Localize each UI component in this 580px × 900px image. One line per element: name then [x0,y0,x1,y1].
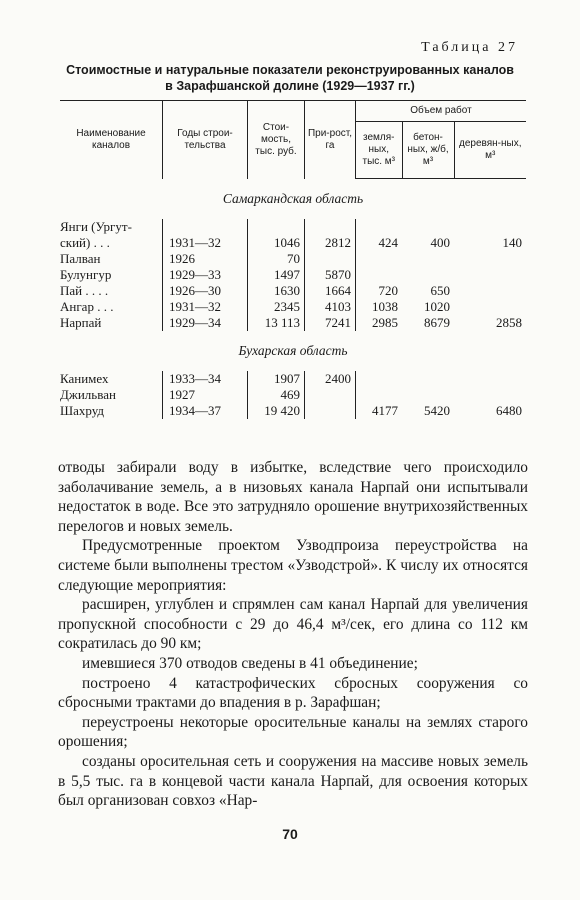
cell-earth: 2985 [372,315,398,330]
cell-concrete [402,219,454,235]
paragraph: отводы забирали воду в избытке, вследствие чего происходило заболачивание земель, а в низовьях канала Нарпай они испытывали недостаток в воде. Все это затрудняло орошение внутрихозяйственных перелогов и новых земель. [58,459,528,535]
cell-name: ский) . . . [60,235,110,250]
cell-years: 1926 [163,251,248,267]
cell-name: Джильван [60,387,116,402]
cell-name: Канимех [60,371,109,386]
cell-earth: 4177 [372,403,398,418]
cell-wood [454,387,526,403]
cell-gain: 4103 [305,299,356,315]
header-concrete: бетон-ных, ж/б, м³ [402,122,454,179]
table-row [60,235,526,251]
cell-gain [305,403,356,419]
table-row [60,251,526,267]
cell-name: Янги (Ургут- [60,219,132,234]
cell-earth: 1038 [372,299,398,314]
table-row [60,371,526,387]
cell-name: Ангар . . . [60,299,114,314]
cell-gain [305,251,356,267]
cell-earth [356,219,403,235]
table-body [60,179,526,420]
cell-cost [248,219,305,235]
region-row [60,331,526,371]
cell-concrete [402,267,454,283]
cell-years [163,219,248,235]
cell-gain [305,219,356,235]
paragraph: построено 4 катастрофических сбросных сооружения со сбросными трактами до впадения в р. Зарафшан; [58,674,528,712]
cell-years: 1933—34 [163,371,248,387]
cell-name: Шахруд [60,403,105,418]
header-volume: Объем работ [356,101,527,122]
cell-cost: 1497 [248,267,305,283]
cell-concrete: 5420 [424,403,450,418]
cell-wood: 6480 [496,403,522,418]
cell-concrete: 8679 [424,315,450,330]
cell-wood [454,283,526,299]
cell-wood: 140 [502,235,522,250]
cell-years: 1929—33 [163,267,248,283]
table-row [60,283,526,299]
cell-years: 1927 [163,387,248,403]
caption-line-1: Стоимостные и натуральные показатели реконструированных каналов [66,63,514,77]
cell-name: Нарпай [60,315,102,330]
table-row [60,299,526,315]
cell-cost: 469 [248,387,305,403]
cell-name: Палван [60,251,101,266]
cell-gain: 2812 [305,235,356,251]
cell-cost: 70 [248,251,305,267]
header-years: Годы строи-тельства [163,101,248,179]
header-name: Наименование каналов [60,101,163,179]
cell-cost: 1046 [248,235,305,251]
page-number: 70 [282,826,298,842]
caption-line-2: в Зарафшанской долине (1929—1937 гг.) [165,79,415,93]
cell-gain: 7241 [305,315,356,331]
cell-gain: 2400 [305,371,356,387]
cell-earth: 424 [378,235,398,250]
paragraph: расширен, углублен и спрямлен сам канал Нарпай для увеличения пропускной способности с 29 до 46,4 м³/сек, его длина со 112 км сократилась до 90 км; [58,596,528,653]
table-number: Таблица 27 [421,40,518,55]
cell-years: 1934—37 [163,403,248,419]
cell-gain: 1664 [305,283,356,299]
cell-cost: 19 420 [248,403,305,419]
paragraph: имевшиеся 370 отводов сведены в 41 объединение; [82,654,418,672]
cell-earth: 720 [378,283,398,298]
cell-wood [454,371,526,387]
region-label: Бухарская область [238,343,348,358]
header-gain: При-рост, га [305,101,356,179]
cell-cost: 13 113 [248,315,305,331]
cell-earth [356,387,403,403]
paragraph: созданы оросительная сеть и сооружения на массиве новых земель в 5,5 тыс. га в концевой части канала Нарпай, для освоения которых был организован совхоз «Нар- [58,752,528,810]
region-label: Самаркандская область [222,191,364,206]
header-wood: деревян-ных, м³ [454,122,526,179]
table-row [60,387,526,403]
cell-concrete [402,251,454,267]
cell-wood: 2858 [496,315,522,330]
paragraph: переустроены некоторые оросительные каналы на землях старого орошения; [58,713,528,751]
table-caption [60,62,520,94]
cell-concrete [402,387,454,403]
region-row [60,179,526,220]
cell-concrete [402,371,454,387]
table-row [60,315,526,331]
cell-concrete: 650 [430,283,450,298]
cell-wood [454,267,526,283]
cell-years: 1931—32 [163,299,248,315]
table-row [60,403,526,419]
cell-name: Булунгур [60,267,112,282]
cell-years: 1929—34 [163,315,248,331]
table-row [60,267,526,283]
cell-wood [454,299,526,315]
cell-gain: 5870 [305,267,356,283]
cell-cost: 1907 [248,371,305,387]
cell-concrete: 400 [430,235,450,250]
cell-wood [454,219,526,235]
cell-years: 1926—30 [163,283,248,299]
cell-gain [305,387,356,403]
table-row [60,219,526,235]
paragraph: Предусмотренные проектом Узводпроиза переустройства на системе были выполнены трестом «Узводстрой». К числу их относятся следующие мероприятия: [58,537,528,594]
cell-earth [356,267,403,283]
header-earth: земля-ных, тыс. м³ [356,122,403,179]
cell-earth [356,371,403,387]
cell-concrete: 1020 [424,299,450,314]
cell-wood [454,251,526,267]
body-text [58,458,528,811]
cell-name: Пай . . . . [60,283,109,298]
cell-earth [356,251,403,267]
cell-cost: 1630 [248,283,305,299]
header-cost: Стои-мость, тыс. руб. [248,101,305,179]
cell-cost: 2345 [248,299,305,315]
cell-years: 1931—32 [163,235,248,251]
canals-table [60,100,526,419]
